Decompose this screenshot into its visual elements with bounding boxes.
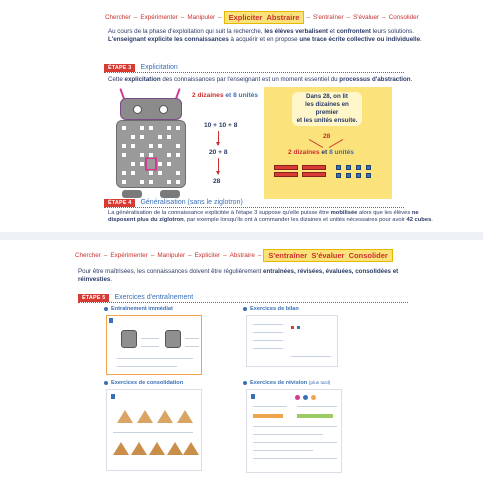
cube xyxy=(130,143,136,149)
etape-tag: ÉTAPE 3 xyxy=(104,64,135,72)
text-line xyxy=(117,358,193,359)
ten-rod xyxy=(302,165,326,170)
unit-cube xyxy=(366,173,371,178)
section-revision-title: Exercices de révision (plus tard) xyxy=(243,380,330,386)
cube xyxy=(130,161,136,167)
cube xyxy=(175,143,181,149)
mini-robot xyxy=(121,330,137,348)
nav-step: S'évaluer xyxy=(353,13,380,21)
intro-paragraph: Au cours de la phase d'exploitation qui suit la recherche, les élèves verbalisent et confrontent leurs solutions. L'enseignant explicite les connaissances à acquérir et en propose une trace écrite collective ou individuelle. xyxy=(108,28,422,43)
cube xyxy=(130,170,136,176)
unit-cube xyxy=(336,165,341,170)
cube xyxy=(139,179,145,185)
cube xyxy=(148,125,154,131)
dot-marker xyxy=(295,395,300,400)
ten-rod xyxy=(274,165,298,170)
unit-cube xyxy=(366,165,371,170)
thumb-label xyxy=(111,394,115,399)
cube xyxy=(175,125,181,131)
etape-tag: ÉTAPE 4 xyxy=(104,199,135,207)
unit-cube xyxy=(356,165,361,170)
nav-step: Expérimenter xyxy=(110,251,148,259)
robot-head xyxy=(120,98,182,120)
exercise-thumbnail xyxy=(246,315,338,367)
triangle-shape xyxy=(183,442,199,455)
nav-step: Chercher xyxy=(75,251,101,259)
text-line xyxy=(253,348,283,349)
thumb-label xyxy=(109,318,113,323)
thumb-label xyxy=(251,394,255,399)
ten-rod xyxy=(291,326,294,329)
etape-3-text: Cette explicitation des connaissances par l'enseignant est un moment essentiel du processus d'abstraction. xyxy=(108,76,413,83)
robot-foot xyxy=(160,190,180,198)
text-line xyxy=(253,324,283,325)
triangle-shape xyxy=(137,410,153,423)
text-line xyxy=(253,450,313,451)
dot-marker xyxy=(311,395,316,400)
text-line xyxy=(253,442,337,443)
ten-rod xyxy=(274,172,298,177)
text-line xyxy=(185,346,199,347)
text-line xyxy=(253,426,337,427)
branch-line xyxy=(309,139,323,148)
section-immediat-title: Entraînement immédiat xyxy=(104,306,173,312)
unit-cube xyxy=(336,173,341,178)
cube xyxy=(130,134,136,140)
speech-bubble: Dans 28, on lit les dizaines en premier et les unités ensuite. xyxy=(292,92,362,126)
cube xyxy=(175,152,181,158)
section-consolidation-title: Exercices de consolidation xyxy=(104,380,183,386)
cube xyxy=(157,170,163,176)
etape-4-header xyxy=(104,198,243,207)
etape-3-header xyxy=(104,63,178,72)
text-line xyxy=(141,346,159,347)
robot-body xyxy=(116,120,186,188)
text-line xyxy=(253,340,283,341)
divider xyxy=(104,207,404,208)
nav-step: Abstraire xyxy=(229,251,255,259)
robot-eye xyxy=(159,105,168,114)
calc-result: 28 xyxy=(213,178,221,185)
cube xyxy=(166,152,172,158)
triangle-shape xyxy=(167,442,183,455)
nav-step-highlight: Expliciter Abstraire xyxy=(224,11,305,24)
nav-step: Manipuler xyxy=(157,251,186,259)
cube xyxy=(148,179,154,185)
etape-title: Explicitation xyxy=(140,64,178,71)
nav-step: Consolider xyxy=(388,13,419,21)
section-bilan-title: Exercices de bilan xyxy=(243,306,299,312)
exercise-thumbnail xyxy=(106,315,202,375)
cube xyxy=(157,143,163,149)
calc-line-2: 20 + 8 xyxy=(209,149,228,156)
cube xyxy=(148,143,154,149)
cube xyxy=(139,161,145,167)
cube xyxy=(121,179,127,185)
text-line xyxy=(297,406,337,407)
nav-step: Expérimenter xyxy=(140,13,178,21)
exercise-thumbnail xyxy=(246,389,342,473)
divider xyxy=(78,302,408,303)
explanation-box xyxy=(264,87,392,199)
cube xyxy=(148,170,154,176)
cube xyxy=(166,179,172,185)
step-navigation: Chercher – Expérimenter – Manipuler – Expliciter Abstraire – S'entraîner – S'évaluer – Consolider xyxy=(105,12,419,22)
text-line xyxy=(141,338,159,339)
intro-paragraph: Pour être maîtrisées, les connaissances doivent être régulièrement entraînées, révisées, évaluées, consolidées et réinvesties. xyxy=(78,268,399,283)
etape-4-text: La généralisation de la connaissance explicitée à l'étape 3 suppose qu'elle puisse être mobilisée alors que les élèves ne disposent plus du ziglotron, par exemple lorsqu'ils ont à commander les dizaines et unités nécessaires pour avoir 42 cubes. xyxy=(108,210,433,223)
robot-foot xyxy=(122,190,142,198)
dizaines-unites-label: 2 dizaines et 8 unités xyxy=(192,92,258,99)
text-line xyxy=(253,332,283,333)
dizaines-unites-split: 2 dizaines et 8 unités xyxy=(288,149,354,156)
cube xyxy=(166,161,172,167)
text-line xyxy=(253,458,337,459)
cube xyxy=(121,143,127,149)
cube xyxy=(157,161,163,167)
text-line xyxy=(185,338,199,339)
cube xyxy=(139,125,145,131)
robot-eye xyxy=(133,105,142,114)
triangle-shape xyxy=(131,442,147,455)
etape-title: Exercices d'entraînement xyxy=(114,294,194,301)
cube xyxy=(121,152,127,158)
unit-cube xyxy=(356,173,361,178)
nav-step: Expliciter xyxy=(194,251,221,259)
cube xyxy=(175,170,181,176)
nav-step: S'entraîner xyxy=(312,13,344,21)
cube xyxy=(139,134,145,140)
guide-page-bottom xyxy=(0,240,483,483)
triangle-shape xyxy=(149,442,165,455)
cube xyxy=(121,170,127,176)
triangle-shape xyxy=(157,410,173,423)
ten-rod xyxy=(302,172,326,177)
divider xyxy=(104,72,404,73)
cube xyxy=(139,152,145,158)
unit-cube xyxy=(346,165,351,170)
ziglotron-illustration xyxy=(112,92,190,198)
etape-5-header xyxy=(78,293,193,302)
highlight-bar xyxy=(297,414,333,418)
text-line xyxy=(113,432,193,433)
text-line xyxy=(291,356,331,357)
triangle-shape xyxy=(177,410,193,423)
guide-page-top xyxy=(0,0,483,232)
cube xyxy=(157,134,163,140)
cube xyxy=(166,134,172,140)
arrow-down xyxy=(218,158,219,174)
cube xyxy=(166,125,172,131)
nav-step: Manipuler xyxy=(187,13,216,21)
dot-marker xyxy=(303,395,308,400)
mini-robot xyxy=(165,330,181,348)
triangle-shape xyxy=(113,442,129,455)
etape-tag: ÉTAPE 5 xyxy=(78,294,109,302)
calc-line-1: 10 + 10 + 8 xyxy=(204,122,238,129)
pink-outline xyxy=(145,157,157,171)
text-line xyxy=(253,406,287,407)
triangle-shape xyxy=(117,410,133,423)
text-line xyxy=(253,434,323,435)
text-line xyxy=(117,366,177,367)
nav-step-highlight: S'entraîner S'évaluer Consolider xyxy=(263,249,392,262)
arrow-down xyxy=(218,131,219,145)
cube xyxy=(175,179,181,185)
unit-cube xyxy=(297,326,300,329)
cube xyxy=(148,152,154,158)
step-navigation: Chercher – Expérimenter – Manipuler – Expliciter – Abstraire – S'entraîner S'évaluer Consolider xyxy=(74,248,483,262)
highlight-bar xyxy=(253,414,283,418)
nav-step: Chercher xyxy=(105,13,131,21)
cube xyxy=(121,125,127,131)
unit-cube xyxy=(346,173,351,178)
number-28: 28 xyxy=(323,133,331,140)
etape-title: Généralisation (sans le ziglotron) xyxy=(140,199,243,206)
branch-line xyxy=(329,139,343,148)
exercise-thumbnail xyxy=(106,389,202,471)
